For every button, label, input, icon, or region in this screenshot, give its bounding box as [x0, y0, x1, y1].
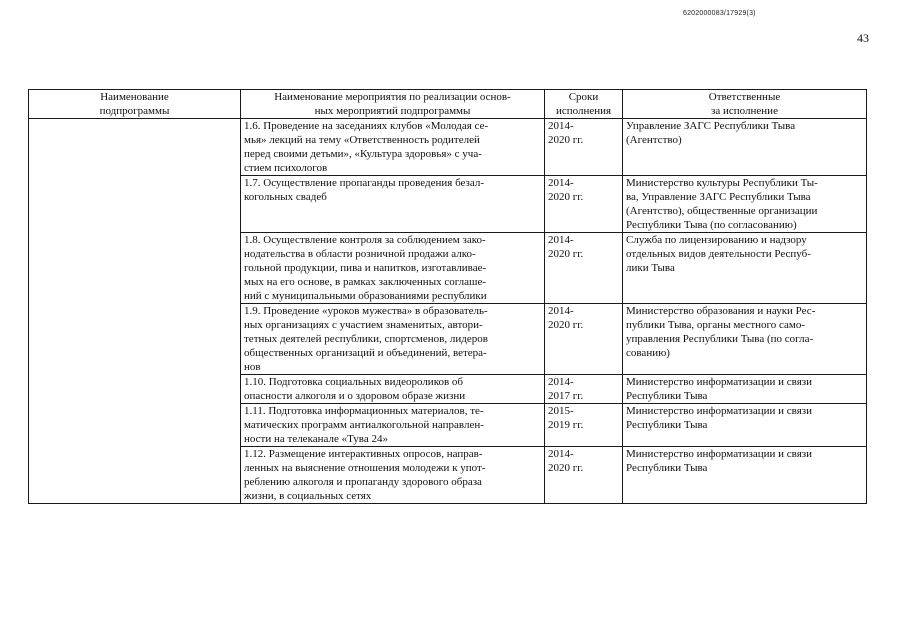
- header-responsible: Ответственные за исполнение: [623, 90, 867, 119]
- responsible-cell: Министерство образования и науки Рес- публики Тыва, органы местного само- управления Республики Тыва (по согла- сованию): [623, 304, 867, 375]
- measure-cell: 1.7. Осуществление пропаганды проведения безал- когольных свадеб: [241, 176, 545, 233]
- period-cell: 2014- 2020 гг.: [545, 304, 623, 375]
- responsible-cell: Министерство информатизации и связи Республики Тыва: [623, 375, 867, 404]
- table-row: [29, 119, 867, 176]
- measure-cell: 1.12. Размещение интерактивных опросов, направ- ленных на выяснение отношения молодежи к упот- реблению алкоголя и пропаганду здорового образа жизни, в социальных сетях: [241, 447, 545, 504]
- period-cell: 2014- 2020 гг.: [545, 233, 623, 304]
- header-measure: Наименование мероприятия по реализации основ- ных мероприятий подпрограммы: [241, 90, 545, 119]
- responsible-cell: Управление ЗАГС Республики Тыва (Агентство): [623, 119, 867, 176]
- document-code: 6202000083/17929(3): [683, 10, 756, 17]
- measure-cell: 1.9. Проведение «уроков мужества» в образователь- ных организациях с участием знаменитых, автори- тетных деятелей республики, спортсменов, лидеров общественных организаций и объединений, ветера- нов: [241, 304, 545, 375]
- responsible-cell: Министерство культуры Республики Ты- ва, Управление ЗАГС Республики Тыва (Агентство), общественные организации Республики Тыва (по согласованию): [623, 176, 867, 233]
- measure-cell: 1.10. Подготовка социальных видеороликов об опасности алкоголя и о здоровом образе жизни: [241, 375, 545, 404]
- table-header-row: [29, 90, 867, 119]
- responsible-cell: Министерство информатизации и связи Республики Тыва: [623, 447, 867, 504]
- period-cell: 2014- 2020 гг.: [545, 119, 623, 176]
- responsible-cell: Служба по лицензированию и надзору отдельных видов деятельности Респуб- лики Тыва: [623, 233, 867, 304]
- measure-cell: 1.11. Подготовка информационных материалов, те- матических программ антиалкогольной направлен- ности на телеканале «Тува 24»: [241, 404, 545, 447]
- period-cell: 2015- 2019 гг.: [545, 404, 623, 447]
- period-cell: 2014- 2017 гг.: [545, 375, 623, 404]
- measure-cell: 1.6. Проведение на заседаниях клубов «Молодая се- мья» лекций на тему «Ответственность родителей перед своими детьми», «Культура здоровья» с уча- стием психологов: [241, 119, 545, 176]
- responsible-cell: Министерство информатизации и связи Республики Тыва: [623, 404, 867, 447]
- period-cell: 2014- 2020 гг.: [545, 176, 623, 233]
- page-number: 43: [857, 31, 869, 45]
- measure-cell: 1.8. Осуществление контроля за соблюдением зако- нодательства в области розничной продажи алко- гольной продукции, пива и напитков, изготавливае- мых на его основе, в рамках заключенных соглаше- ний с муниципальными образованиями республики: [241, 233, 545, 304]
- period-cell: 2014- 2020 гг.: [545, 447, 623, 504]
- header-period: Сроки исполнения: [545, 90, 623, 119]
- subprogram-cell: [29, 119, 241, 504]
- header-subprogram: Наименование подпрограммы: [29, 90, 241, 119]
- measures-table: [28, 89, 867, 504]
